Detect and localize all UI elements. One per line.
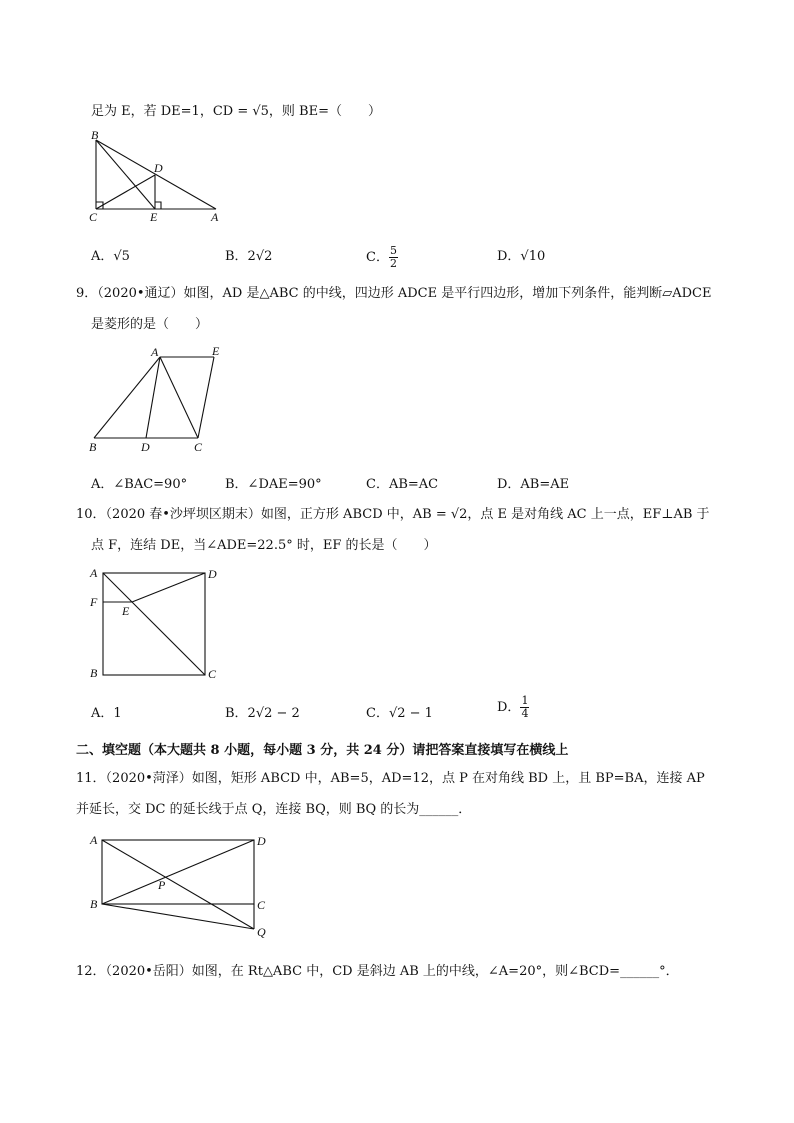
section2-title: 二、填空题（本大题共 8 小题，每小题 3 分，共 24 分）请把答案直接填写在横线上 bbox=[76, 743, 569, 758]
q10-label-e: E bbox=[122, 604, 130, 618]
q11-line-bd bbox=[102, 840, 254, 904]
q8-option-d: D．√10 bbox=[497, 249, 546, 264]
q11-text-line1: 11．（2020•菏泽）如图，矩形 ABCD 中，AB=5，AD=12，点 P 在对角线 BD 上，且 BP=BA，连接 AP bbox=[76, 771, 705, 786]
q11-figure bbox=[84, 828, 274, 944]
q9-option-c: C．AB=AC bbox=[366, 477, 439, 492]
q10-option-c: C．√2 − 1 bbox=[366, 706, 433, 721]
q8-line-cd bbox=[96, 175, 155, 209]
q11-line-bq bbox=[102, 904, 254, 929]
q9-option-a: A．∠BAC=90° bbox=[91, 477, 188, 492]
q9-line-ab bbox=[94, 357, 160, 438]
q8-option-b: B．2√2 bbox=[225, 249, 273, 264]
q9-label-e: E bbox=[212, 344, 220, 358]
q11-label-d: D bbox=[257, 834, 266, 848]
q10-label-b: B bbox=[90, 666, 98, 680]
q10-label-d: D bbox=[208, 567, 217, 581]
q8-option-a: A．√5 bbox=[91, 249, 130, 264]
q10-option-b: B．2√2 − 2 bbox=[225, 706, 300, 721]
q10-option-d-fraction: $\frac{1}{4}$ bbox=[521, 694, 529, 720]
q8-text-line1: 足为 E，若 DE=1，CD = √5，则 BE=（ ） bbox=[91, 104, 381, 119]
q10-option-d: D． $\frac{1}{4}$ bbox=[497, 694, 529, 720]
q9-figure bbox=[84, 342, 234, 458]
q9-line-ac bbox=[160, 357, 198, 438]
q9-label-b: B bbox=[89, 440, 97, 454]
q11-label-q: Q bbox=[257, 925, 266, 939]
q9-line-ad bbox=[146, 357, 160, 438]
q10-text-line1: 10．（2020 春•沙坪坝区期末）如图，正方形 ABCD 中，AB = √2，点 E 是对角线 AC 上一点，EF⊥AB 于 bbox=[76, 507, 710, 522]
q10-label-f: F bbox=[90, 595, 98, 609]
q10-text-line2: 点 F，连结 DE，当∠ADE=22.5° 时，EF 的长是（ ） bbox=[91, 538, 437, 553]
q9-text-line1: 9．（2020•通辽）如图，AD 是△ABC 的中线，四边形 ADCE 是平行四边形，增加下列条件，能判断▱ADCE bbox=[76, 286, 712, 301]
q11-label-c: C bbox=[257, 898, 266, 912]
q12-text-line1: 12．（2020•岳阳）如图，在 Rt△ABC 中，CD 是斜边 AB 上的中线，∠A=20°，则∠BCD=______°． bbox=[76, 964, 679, 979]
q9-label-c: C bbox=[194, 440, 203, 454]
q9-label-d: D bbox=[141, 440, 150, 454]
q10-line-de bbox=[132, 573, 205, 602]
q8-label-d: D bbox=[154, 161, 163, 175]
q10-line-ac bbox=[103, 573, 205, 675]
q9-option-b: B．∠DAE=90° bbox=[225, 477, 322, 492]
q11-label-p: P bbox=[158, 878, 166, 892]
q8-option-c-fraction: $\frac{5}{2}$ bbox=[389, 244, 397, 270]
q8-label-e: E bbox=[150, 210, 158, 224]
q8-option-c: C． $\frac{5}{2}$ bbox=[366, 244, 397, 270]
q9-label-a: A bbox=[151, 345, 159, 359]
q8-right-angle-e bbox=[155, 202, 161, 209]
q9-option-d: D．AB=AE bbox=[497, 477, 570, 492]
q10-figure bbox=[84, 562, 229, 684]
q8-line-be bbox=[96, 140, 155, 209]
q11-label-a: A bbox=[90, 833, 98, 847]
q8-label-c: C bbox=[89, 210, 98, 224]
q8-label-b: B bbox=[91, 128, 99, 142]
q10-label-a: A bbox=[90, 566, 98, 580]
q8-label-a: A bbox=[211, 210, 219, 224]
q8-figure bbox=[84, 128, 234, 228]
q9-text-line2: 是菱形的是（ ） bbox=[91, 317, 209, 332]
q11-line-aq bbox=[102, 840, 254, 929]
q9-line-ec bbox=[198, 357, 214, 438]
q11-label-b: B bbox=[90, 897, 98, 911]
q10-option-a: A．1 bbox=[91, 706, 122, 721]
q10-label-c: C bbox=[208, 667, 217, 681]
q11-text-line2: 并延长，交 DC 的延长线于点 Q，连接 BQ，则 BQ 的长为______． bbox=[76, 802, 472, 817]
